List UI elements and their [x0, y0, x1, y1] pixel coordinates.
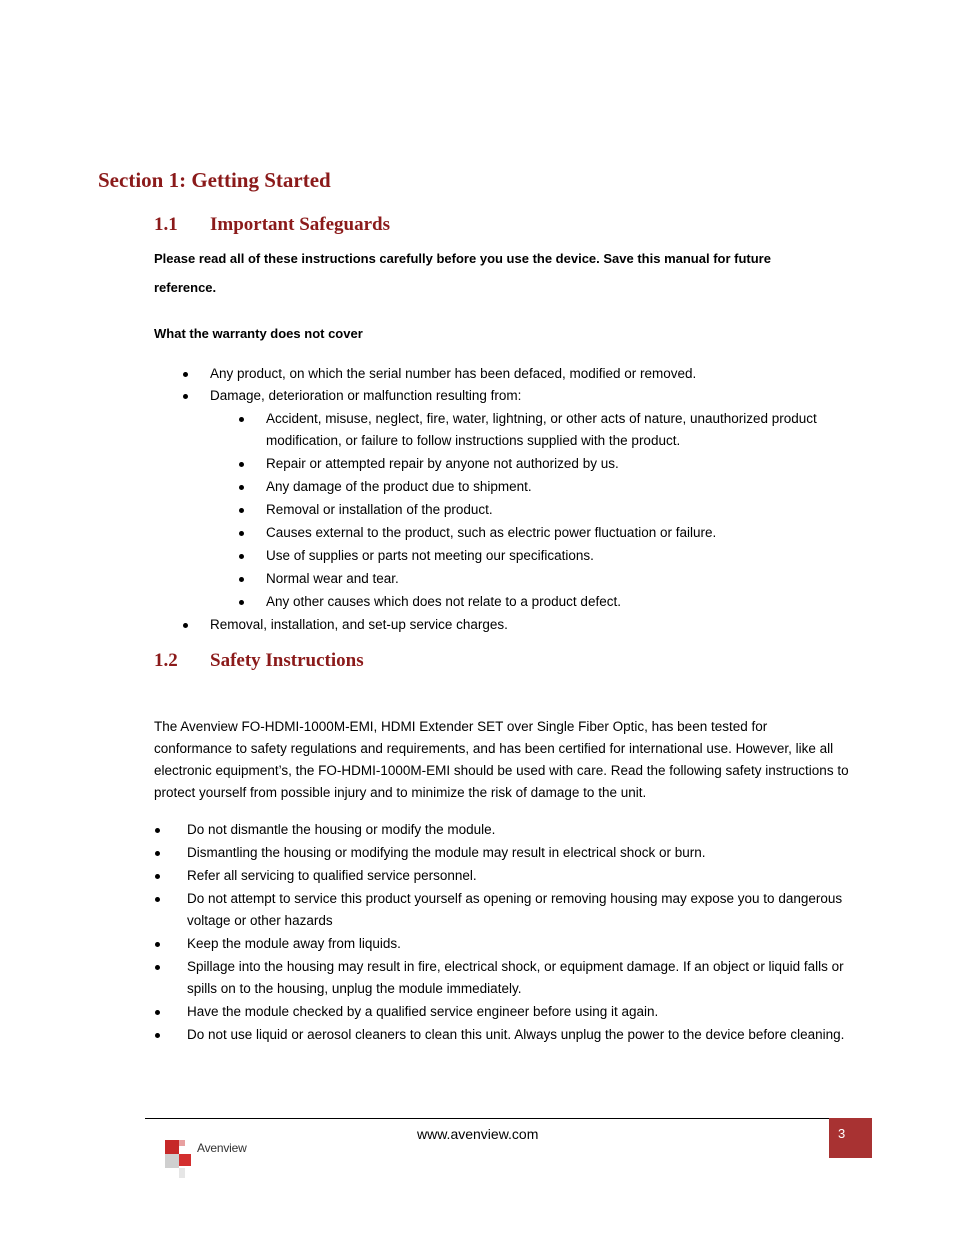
list-item: Do not use liquid or aerosol cleaners to clean this unit. Always unplug the power to the device before cleaning. — [187, 1024, 852, 1046]
list-item: Removal, installation, and set-up service charges. — [210, 614, 850, 636]
heading-number: 1.1 — [154, 214, 178, 235]
logo-square-red-small — [179, 1154, 191, 1166]
intro-paragraph: Please read all of these instructions carefully before you use the device. Save this manual for future reference. — [154, 251, 771, 295]
list-item: Any product, on which the serial number has been defaced, modified or removed. — [210, 363, 850, 385]
logo-square-gray — [165, 1154, 179, 1168]
heading-number: 1.2 — [154, 650, 178, 671]
sub-list-item: Repair or attempted repair by anyone not authorized by us. — [266, 453, 850, 475]
logo-square-light — [179, 1168, 185, 1178]
heading-text: Safety Instructions — [210, 650, 364, 671]
safety-intro-paragraph: The Avenview FO-HDMI-1000M-EMI, HDMI Extender SET over Single Fiber Optic, has been tested for conformance to safety regulations and requirements, and has been certified for international use. However, like all electronic equipment’s, the FO-HDMI-1000M-EMI should be used with care. Read the following safety instructions to protect yourself from possible injury and to minimize the risk of damage to the unit. — [154, 719, 849, 800]
warranty-heading: What the warranty does not cover — [154, 326, 363, 341]
list-item: Refer all servicing to qualified service personnel. — [187, 865, 852, 887]
page-number: 3 — [838, 1126, 846, 1141]
sub-list-item: Any damage of the product due to shipment. — [266, 476, 850, 498]
heading-safety-instructions — [154, 650, 364, 672]
sub-list-item: Causes external to the product, such as electric power fluctuation or failure. — [266, 522, 850, 544]
sub-list-item: Removal or installation of the product. — [266, 499, 850, 521]
sub-list-item: Normal wear and tear. — [266, 568, 850, 590]
warranty-list — [210, 363, 850, 636]
list-item — [210, 385, 850, 613]
list-item: Do not dismantle the housing or modify the module. — [187, 819, 852, 841]
logo-square-pink — [179, 1140, 185, 1146]
sub-list-item: Use of supplies or parts not meeting our specifications. — [266, 545, 850, 567]
safety-list — [187, 819, 852, 1047]
logo-text: Avenview — [197, 1141, 247, 1155]
footer-divider — [145, 1118, 829, 1119]
sub-list-item: Accident, misuse, neglect, fire, water, lightning, or other acts of nature, unauthorized product modification, or failure to follow instructions supplied with the product. — [266, 408, 850, 452]
damage-sub-list — [266, 408, 850, 613]
sub-list-item: Any other causes which does not relate to a product defect. — [266, 591, 850, 613]
list-item-label: Damage, deterioration or malfunction resulting from: — [210, 388, 522, 403]
list-item: Dismantling the housing or modifying the module may result in electrical shock or burn. — [187, 842, 852, 864]
logo-square-red — [165, 1140, 179, 1154]
footer-url-link[interactable]: www.avenview.com — [417, 1126, 539, 1142]
heading-text: Important Safeguards — [210, 214, 390, 235]
list-item: Do not attempt to service this product yourself as opening or removing housing may expose you to dangerous voltage or other hazards — [187, 888, 852, 932]
page-number-badge — [829, 1118, 872, 1158]
section-title: Section 1: Getting Started — [98, 168, 331, 192]
list-item: Keep the module away from liquids. — [187, 933, 852, 955]
heading-important-safeguards — [154, 214, 390, 236]
list-item: Spillage into the housing may result in fire, electrical shock, or equipment damage. If an object or liquid falls or spills on to the housing, unplug the module immediately. — [187, 956, 852, 1000]
list-item: Have the module checked by a qualified service engineer before using it again. — [187, 1001, 852, 1023]
